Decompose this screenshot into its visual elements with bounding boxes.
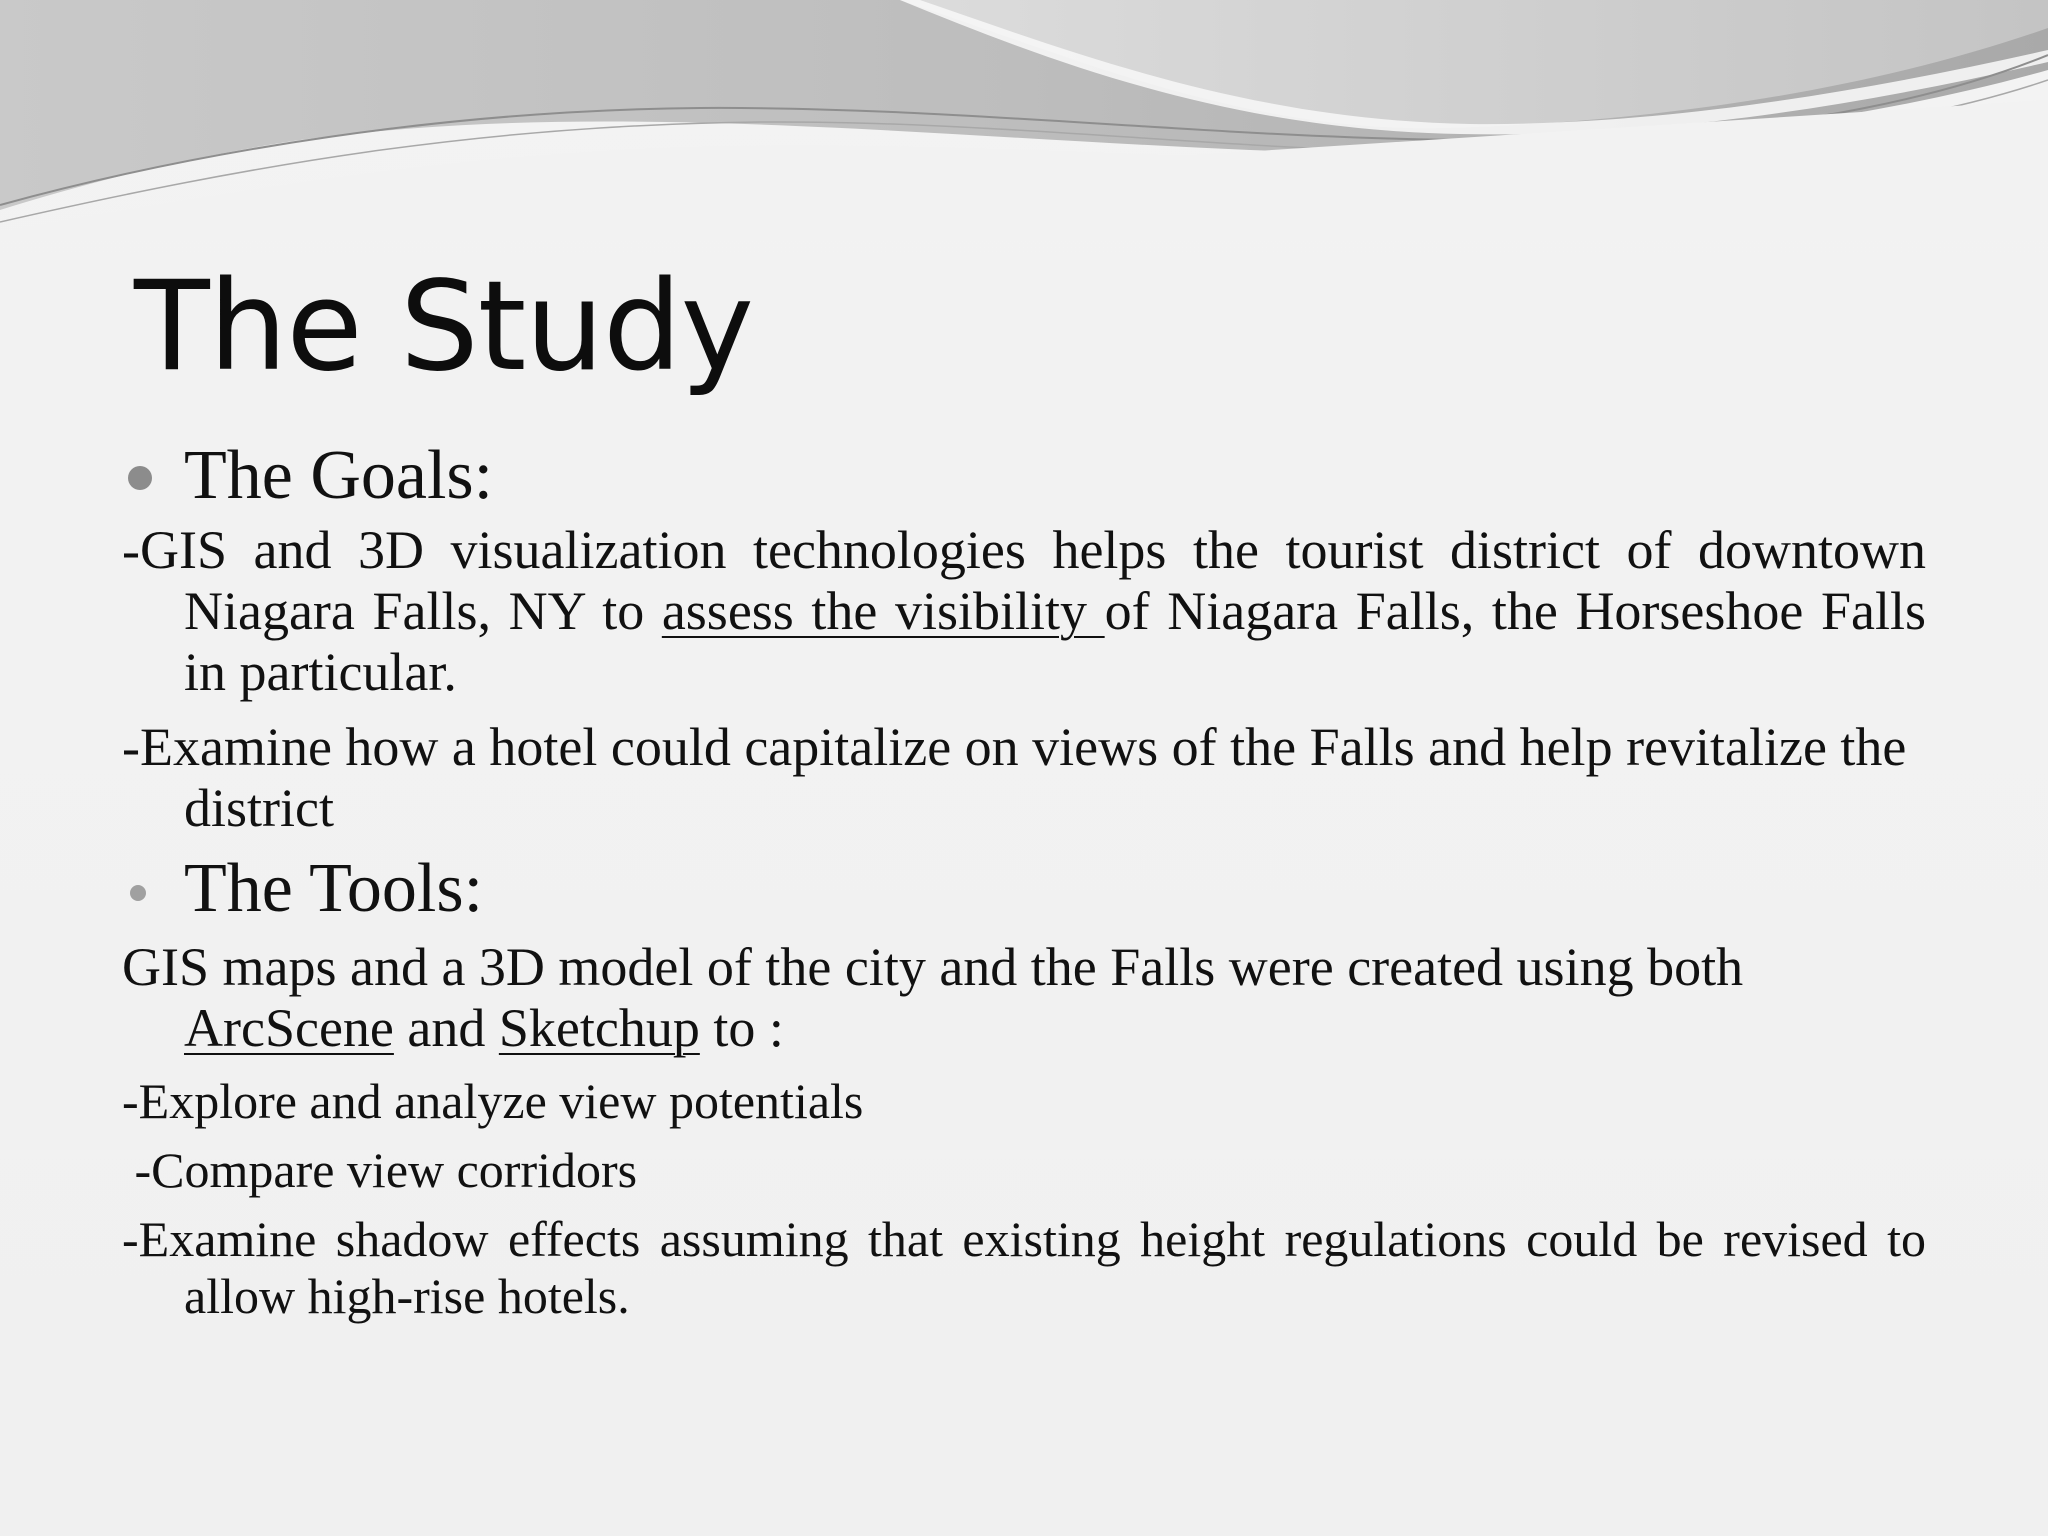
tools-intro-text: GIS maps and a 3D model of the city and the Falls were created using both xyxy=(122,937,1744,997)
goals-heading-text: The Goals: xyxy=(184,437,494,514)
tools-item-explore: -Explore and analyze view potentials xyxy=(122,1073,864,1129)
slide-content xyxy=(122,432,1926,1325)
bullet-icon xyxy=(130,885,146,901)
goals-paragraph-1 xyxy=(122,520,1926,703)
tools-intro-and: and xyxy=(393,998,499,1058)
goals-p1-text-end: of Niagara Falls, the Horseshoe Falls in particular. xyxy=(184,581,1927,702)
header-wave-decoration xyxy=(0,0,2048,240)
tools-item-compare: -Compare view corridors xyxy=(122,1142,638,1198)
goals-paragraph-2: -Examine how a hotel could capitalize on views of the Falls and help revitalize the district xyxy=(122,717,1907,838)
assess-visibility-link[interactable]: assess the visibility xyxy=(661,581,1105,641)
tools-intro xyxy=(122,937,1926,1059)
sketchup-link[interactable]: Sketchup xyxy=(498,998,700,1058)
tools-heading-text: The Tools: xyxy=(184,850,484,927)
goals-heading xyxy=(122,432,1926,520)
tools-intro-end: to : xyxy=(699,998,784,1058)
bullet-icon xyxy=(128,466,152,490)
goals-p1-text: -GIS and 3D visualization technologies helps the tourist district of downtown Niagara Falls, NY to xyxy=(122,520,1926,641)
slide-title: The Study xyxy=(134,255,754,399)
tools-heading xyxy=(122,845,1926,933)
arcscene-link[interactable]: ArcScene xyxy=(184,998,394,1058)
tools-item-shadow: -Examine shadow effects assuming that existing height regulations could be revised to allow high-rise hotels. xyxy=(122,1211,1926,1324)
